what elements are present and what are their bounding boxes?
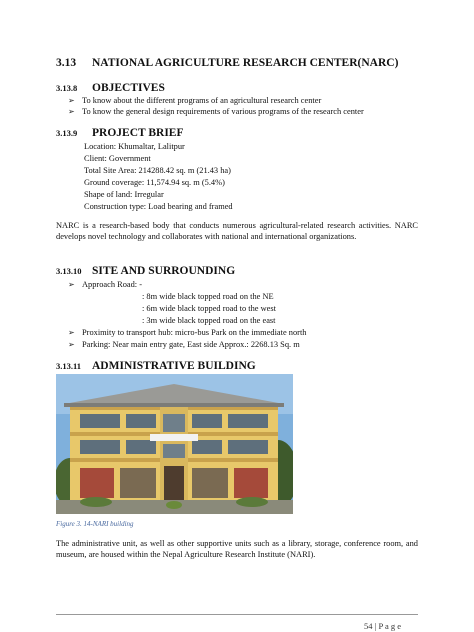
road-line: : 8m wide black topped road on the NE <box>142 292 274 301</box>
brief-line: Ground coverage: 11,574.94 sq. m (5.4%) <box>84 178 225 187</box>
road-line: : 3m wide black topped road on the east <box>142 316 276 325</box>
arrow-bullet-icon: ➢ <box>68 328 75 337</box>
section-title: NATIONAL AGRICULTURE RESEARCH CENTER(NARC) <box>92 57 399 69</box>
objectives-title: OBJECTIVES <box>92 82 165 94</box>
brief-line: Construction type: Load bearing and framed <box>84 202 233 211</box>
objective-item: ➢ To know the general design requirements of various programs of the research center <box>68 107 364 116</box>
site-item: ➢ Proximity to transport hub: micro-bus Park on the immediate north <box>68 328 307 337</box>
objective-item: ➢ To know about the different programs of an agricultural research center <box>68 96 322 105</box>
brief-line: Total Site Area: 214288.42 sq. m (21.43 ha) <box>84 166 231 175</box>
brief-line: Shape of land: Irregular <box>84 190 164 199</box>
site-number: 3.13.10 <box>56 266 82 276</box>
brief-line: Location: Khumaltar, Lalitpur <box>84 142 185 151</box>
objectives-heading <box>56 82 165 94</box>
admin-number: 3.13.11 <box>56 361 82 371</box>
arrow-bullet-icon: ➢ <box>68 96 75 105</box>
arrow-bullet-icon: ➢ <box>68 340 75 349</box>
brief-line: Client: Government <box>84 154 151 163</box>
brief-heading <box>56 127 183 139</box>
objectives-number: 3.13.8 <box>56 83 78 93</box>
arrow-bullet-icon: ➢ <box>68 280 75 289</box>
figure-caption: Figure 3. 14-NARI building <box>56 520 134 528</box>
page-number: 54 | P a g e <box>364 621 402 631</box>
brief-title: PROJECT BRIEF <box>92 127 184 139</box>
section-number: 3.13 <box>56 57 77 69</box>
section-heading <box>56 57 398 69</box>
admin-heading <box>56 360 256 372</box>
site-title: SITE AND SURROUNDING <box>92 265 236 277</box>
brief-paragraph: NARC is a research-based body that conducts numerous agricultural-related research activities. NARC develops novel technology and collaborates with national and international organizations. <box>56 221 418 241</box>
arrow-bullet-icon: ➢ <box>68 107 75 116</box>
admin-title: ADMINISTRATIVE BUILDING <box>92 360 256 372</box>
admin-paragraph: The administrative unit, as well as other supportive units such as a library, storage, conference room, and museum, are housed within the Nepal Agriculture Research Institute (NARI). <box>56 539 418 559</box>
road-line: : 6m wide black topped road to the west <box>142 304 276 313</box>
site-heading <box>56 265 235 277</box>
nari-building-photo <box>56 374 293 514</box>
footer-divider <box>56 614 418 615</box>
site-item: ➢ Parking: Near main entry gate, East side Approx.: 2268.13 Sq. m <box>68 340 300 349</box>
approach-road-item: ➢ Approach Road: - <box>68 280 143 289</box>
brief-number: 3.13.9 <box>56 128 78 138</box>
